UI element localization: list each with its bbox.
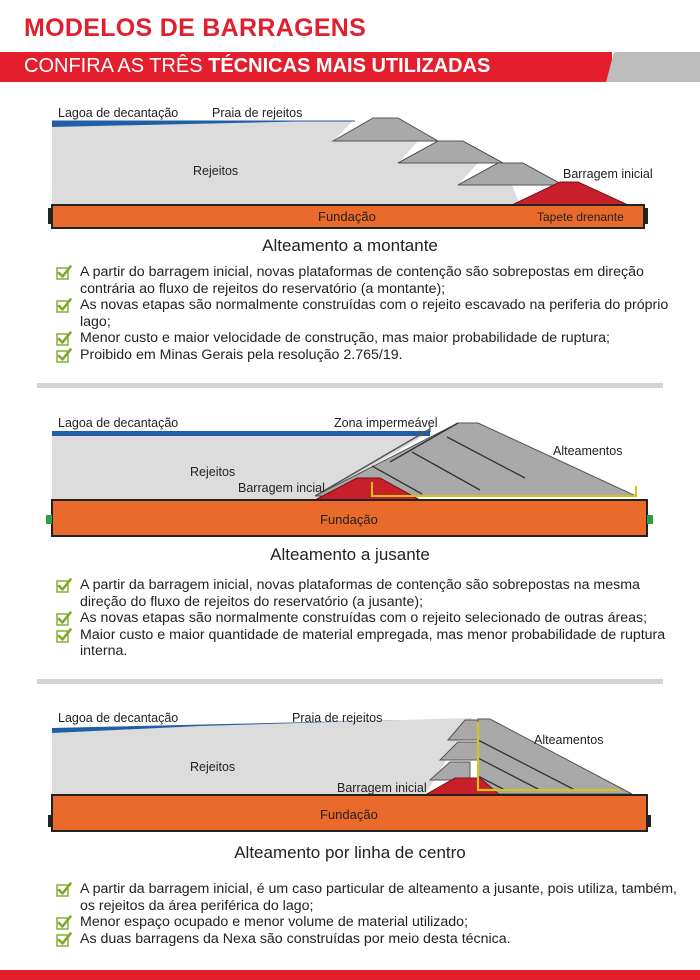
- caption-downstream: Alteamento a jusante: [270, 545, 430, 564]
- page-title: MODELOS DE BARRAGENS: [24, 14, 367, 42]
- list-item: [56, 330, 686, 347]
- label-tailings: Rejeitos: [190, 760, 236, 774]
- foundation-cap-right: [647, 515, 653, 524]
- bullets-downstream: [56, 577, 686, 660]
- check-icon: [56, 348, 72, 363]
- check-icon: [56, 915, 72, 930]
- label-foundation: Fundação: [318, 209, 376, 224]
- list-item: [56, 881, 686, 914]
- pond-water: [52, 431, 430, 436]
- check-icon: [56, 265, 72, 280]
- caption-upstream: Alteamento a montante: [262, 236, 438, 255]
- foundation-cap-left: [48, 208, 53, 224]
- bullet-text: A partir do barragem inicial, novas plataformas de contenção são sobrepostas em direção contrária ao fluxo de rejeitos do reservatório (a montante);: [80, 264, 644, 297]
- banner-gray-tab: [606, 52, 700, 82]
- bullet-text: Menor espaço ocupado e menor volume de material utilizado;: [80, 914, 469, 931]
- label-pond: Lagoa de decantação: [58, 416, 179, 430]
- list-item: [56, 610, 686, 627]
- label-raises: Alteamentos: [534, 733, 604, 747]
- bullets-centerline: [56, 881, 686, 947]
- raises-body: [478, 719, 632, 794]
- foundation-cap-left: [46, 515, 52, 524]
- label-pond: Lagoa de decantação: [58, 711, 179, 725]
- section-divider: [37, 679, 663, 684]
- list-item: [56, 347, 686, 364]
- subtitle-regular: CONFIRA AS TRÊS: [24, 55, 209, 77]
- section-divider: [37, 383, 663, 388]
- label-tailings: Rejeitos: [193, 164, 239, 178]
- bullet-text: A partir da barragem inicial, é um caso particular de alteamento a jusante, pois utiliza, também, os rejeitos da área periférica do lago;: [80, 881, 677, 914]
- diagram-centerline: [0, 704, 700, 836]
- label-beach: Praia de rejeitos: [212, 106, 303, 120]
- subtitle-bold: TÉCNICAS MAIS UTILIZADAS: [208, 55, 491, 77]
- list-item: [56, 297, 686, 330]
- list-item: [56, 577, 686, 610]
- check-icon: [56, 932, 72, 947]
- check-icon: [56, 331, 72, 346]
- list-item: [56, 914, 686, 931]
- subtitle-banner: [0, 52, 700, 82]
- bullets-upstream: [56, 264, 686, 364]
- label-pond: Lagoa de decantação: [58, 106, 179, 120]
- footer-bar: [0, 970, 700, 980]
- check-icon: [56, 628, 72, 643]
- banner-subtitle: [24, 55, 490, 78]
- bullet-text: As duas barragens da Nexa são construídas por meio desta técnica.: [80, 930, 511, 947]
- bullet-text: Maior custo e maior quantidade de material empregada, mas menor probabilidade de ruptura interna.: [80, 626, 666, 660]
- caption-centerline: Alteamento por linha de centro: [234, 843, 466, 862]
- bullet-text: Menor custo e maior velocidade de construção, mas maior probabilidade de ruptura;: [80, 330, 610, 347]
- list-item: [56, 627, 686, 660]
- diagram-downstream: [0, 408, 700, 540]
- label-starter-dam: Barragem inicial: [563, 167, 653, 181]
- label-foundation: Fundação: [320, 807, 378, 822]
- check-icon: [56, 882, 72, 897]
- foundation-cap-left: [48, 815, 53, 827]
- label-starter-dam: Barragem incial: [238, 481, 325, 495]
- bullet-text: A partir da barragem inicial, novas plataformas de contenção são sobrepostas na mesma direção do fluxo de rejeitos do reservatório (a jusante);: [80, 577, 640, 610]
- foundation-cap-right: [643, 208, 648, 224]
- label-beach: Praia de rejeitos: [292, 711, 383, 725]
- list-item: [56, 931, 686, 948]
- label-starter-dam: Barragem inicial: [337, 781, 427, 795]
- check-icon: [56, 298, 72, 313]
- label-foundation: Fundação: [320, 512, 378, 527]
- list-item: [56, 264, 686, 297]
- label-impermeable: Zona impermeável: [334, 416, 438, 430]
- bullet-text: As novas etapas são normalmente construídas com o rejeito selecionado de outras áreas;: [80, 610, 648, 627]
- check-icon: [56, 578, 72, 593]
- bullet-text: As novas etapas são normalmente construídas com o rejeito escavado na periferia do próprio lago;: [80, 297, 669, 330]
- foundation-cap-right: [646, 815, 651, 827]
- label-drain: Tapete drenante: [537, 210, 624, 224]
- label-tailings: Rejeitos: [190, 465, 236, 479]
- label-raises: Alteamentos: [553, 444, 623, 458]
- bullet-text: Proibido em Minas Gerais pela resolução 2.765/19.: [80, 346, 403, 363]
- check-icon: [56, 611, 72, 626]
- diagram-upstream: [0, 100, 700, 230]
